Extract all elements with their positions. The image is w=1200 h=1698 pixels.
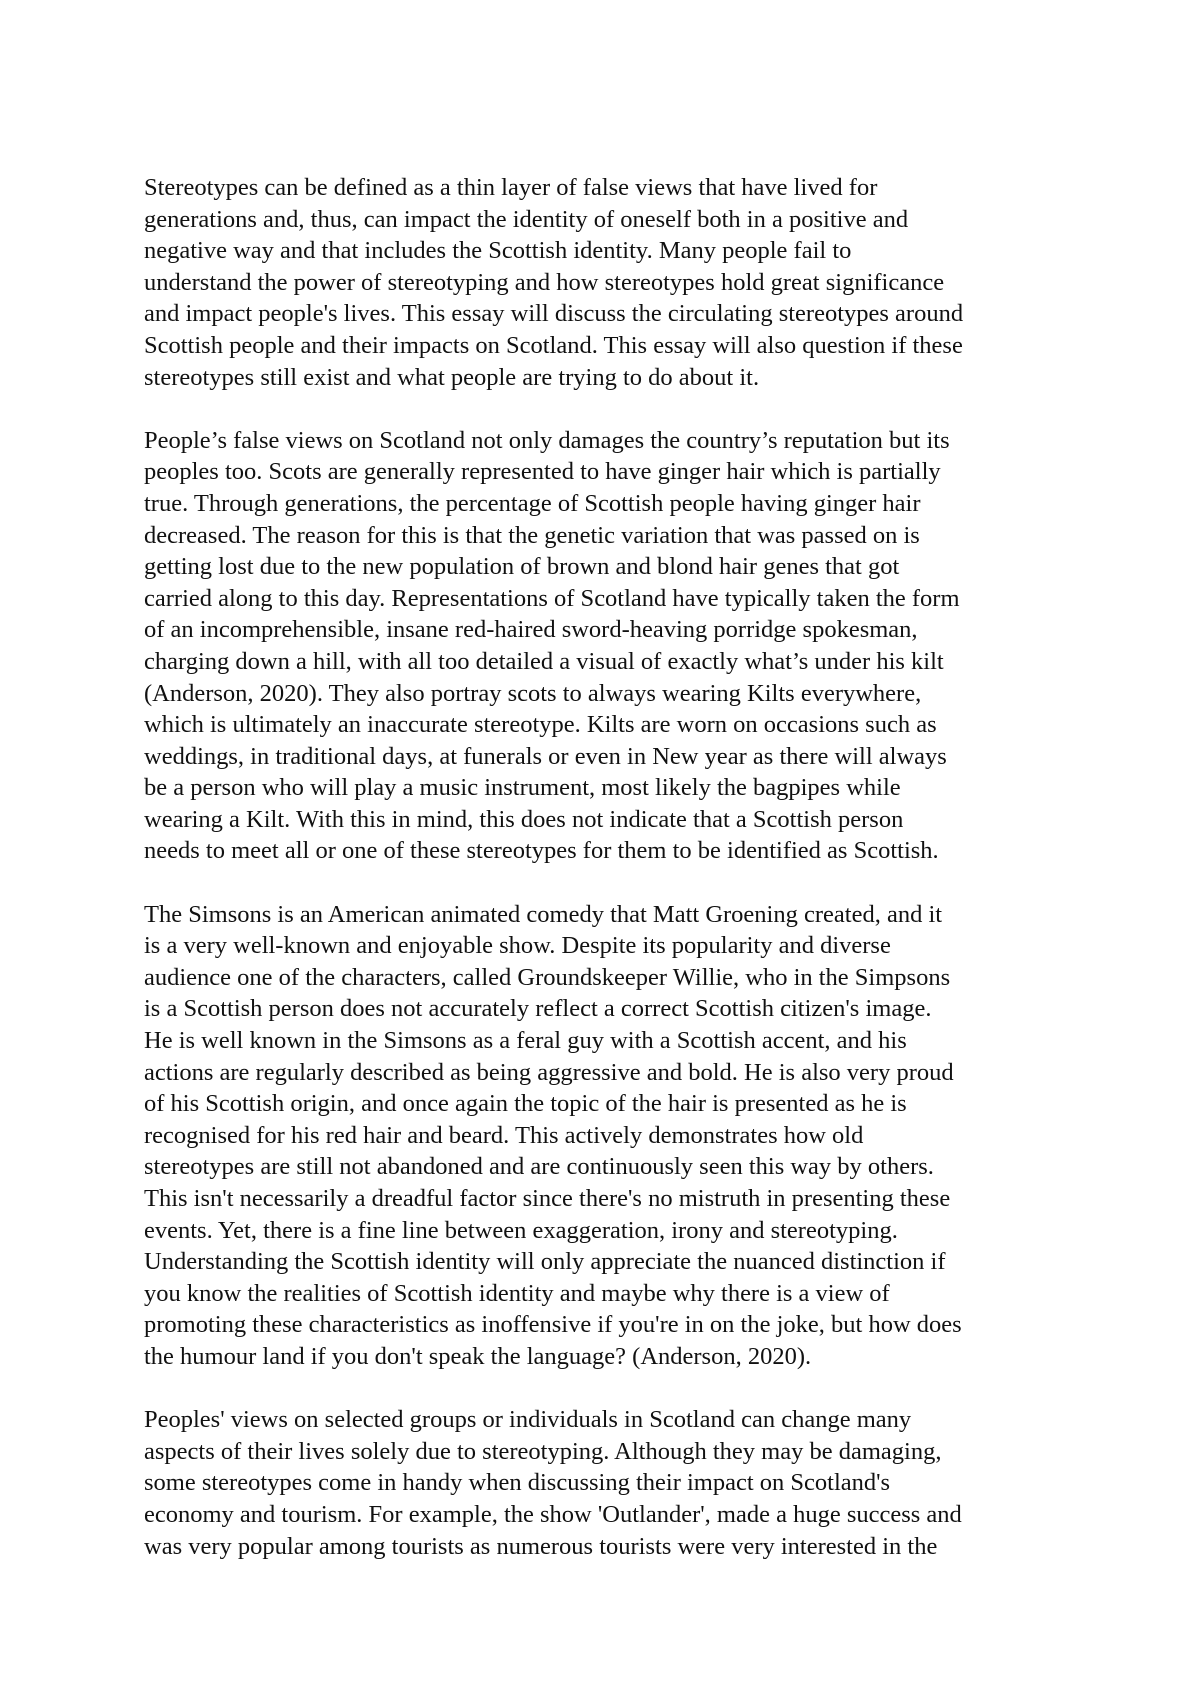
text-line: recognised for his red hair and beard. This actively demonstrates how old <box>144 1121 864 1149</box>
text-line: He is well known in the Simsons as a feral guy with a Scottish accent, and his <box>144 1027 907 1055</box>
text-line: understand the power of stereotyping and how stereotypes hold great significance <box>144 268 945 296</box>
text-line: weddings, in traditional days, at funerals or even in New year as there will always <box>144 742 947 770</box>
text-line: The Simsons is an American animated comedy that Matt Groening created, and it <box>144 900 943 928</box>
text-line: aspects of their lives solely due to stereotyping. Although they may be damaging, <box>144 1437 942 1465</box>
text-line: Stereotypes can be defined as a thin layer of false views that have lived for <box>144 174 878 201</box>
essay-paragraph <box>144 172 1074 393</box>
text-line: generations and, thus, can impact the identity of oneself both in a positive and <box>144 205 909 233</box>
essay-paragraph <box>144 1404 1074 1562</box>
text-line: stereotypes are still not abandoned and are continuously seen this way by others. <box>144 1153 934 1181</box>
text-line: (Anderson, 2020). They also portray scots to always wearing Kilts everywhere, <box>144 679 922 707</box>
text-line: peoples too. Scots are generally represented to have ginger hair which is partially <box>144 458 941 486</box>
text-line: is a very well-known and enjoyable show. Despite its popularity and diverse <box>144 932 891 960</box>
text-line: actions are regularly described as being aggressive and bold. He is also very proud <box>144 1058 954 1086</box>
text-line: was very popular among tourists as numerous tourists were very interested in the <box>144 1532 938 1560</box>
text-line: promoting these characteristics as inoffensive if you're in on the joke, but how does <box>144 1311 962 1339</box>
text-line: economy and tourism. For example, the show 'Outlander', made a huge success and <box>144 1500 962 1528</box>
text-line: be a person who will play a music instrument, most likely the bagpipes while <box>144 774 901 802</box>
text-line: wearing a Kilt. With this in mind, this does not indicate that a Scottish person <box>144 805 904 833</box>
text-line: Scottish people and their impacts on Scotland. This essay will also question if these <box>144 331 963 359</box>
text-line: is a Scottish person does not accurately reflect a correct Scottish citizen's image. <box>144 995 932 1023</box>
essay-body <box>144 172 1074 1594</box>
text-line: of an incomprehensible, insane red-haired sword-heaving porridge spokesman, <box>144 616 918 644</box>
text-line: negative way and that includes the Scottish identity. Many people fail to <box>144 237 852 265</box>
text-line: and impact people's lives. This essay will discuss the circulating stereotypes around <box>144 300 964 328</box>
essay-paragraph <box>144 899 1074 1373</box>
text-line: you know the realities of Scottish identity and maybe why there is a view of <box>144 1279 890 1307</box>
text-line: getting lost due to the new population of brown and blond hair genes that got <box>144 553 900 581</box>
text-line: the humour land if you don't speak the language? (Anderson, 2020). <box>144 1342 812 1370</box>
text-line: events. Yet, there is a fine line between exaggeration, irony and stereotyping. <box>144 1216 898 1244</box>
essay-paragraph <box>144 425 1074 867</box>
text-line: Understanding the Scottish identity will only appreciate the nuanced distinction if <box>144 1248 946 1276</box>
text-line: decreased. The reason for this is that the genetic variation that was passed on is <box>144 521 920 549</box>
text-line: needs to meet all or one of these stereotypes for them to be identified as Scottish. <box>144 837 939 865</box>
text-line: audience one of the characters, called Groundskeeper Willie, who in the Simpsons <box>144 963 951 991</box>
text-line: of his Scottish origin, and once again the topic of the hair is presented as he is <box>144 1090 907 1118</box>
text-line: stereotypes still exist and what people are trying to do about it. <box>144 363 760 391</box>
text-line: which is ultimately an inaccurate stereotype. Kilts are worn on occasions such as <box>144 711 937 739</box>
text-line: some stereotypes come in handy when discussing their impact on Scotland's <box>144 1469 891 1497</box>
text-line: carried along to this day. Representations of Scotland have typically taken the form <box>144 584 960 612</box>
text-line: Peoples' views on selected groups or individuals in Scotland can change many <box>144 1406 912 1434</box>
text-line: charging down a hill, with all too detailed a visual of exactly what’s under his kilt <box>144 647 944 675</box>
text-line: This isn't necessarily a dreadful factor since there's no mistruth in presenting these <box>144 1185 951 1212</box>
text-line: true. Through generations, the percentage of Scottish people having ginger hair <box>144 489 921 517</box>
text-line: People’s false views on Scotland not only damages the country’s reputation but its <box>144 426 950 454</box>
